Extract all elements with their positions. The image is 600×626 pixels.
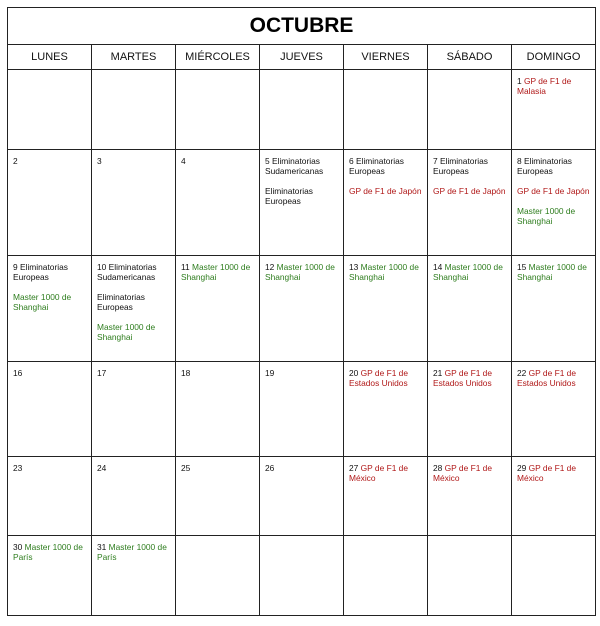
day-number: 15 (517, 262, 527, 272)
event-label: GP de F1 de México (349, 463, 408, 483)
event-spacer (517, 96, 591, 106)
day-number: 19 (265, 368, 275, 378)
event-label: GP de F1 de Estados Unidos (433, 368, 492, 388)
day-number: 30 (13, 542, 23, 552)
weekday-header: SÁBADO (428, 45, 512, 70)
day-cell[interactable] (260, 457, 344, 536)
day-cell[interactable] (8, 256, 92, 362)
event-spacer (433, 282, 507, 292)
week-row (8, 150, 596, 256)
event-spacer (97, 562, 171, 572)
day-cell[interactable] (176, 70, 260, 150)
day-number: 21 (433, 368, 443, 378)
day-number: 27 (349, 463, 359, 473)
event-label: Master 1000 de Shanghai (517, 206, 576, 226)
day-cell[interactable] (512, 70, 596, 150)
weekday-header: LUNES (8, 45, 92, 70)
day-cell[interactable] (8, 536, 92, 616)
weekday-header: JUEVES (260, 45, 344, 70)
event-label: Eliminatorias Europeas (349, 156, 404, 176)
day-number: 1 (517, 76, 522, 86)
event-label: Master 1000 de Shanghai (433, 262, 503, 282)
day-number: 29 (517, 463, 527, 473)
day-cell[interactable] (428, 457, 512, 536)
day-number: 31 (97, 542, 107, 552)
day-cell[interactable] (92, 536, 176, 616)
day-cell[interactable] (260, 256, 344, 362)
week-row (8, 457, 596, 536)
day-cell[interactable] (176, 362, 260, 457)
day-number: 20 (349, 368, 359, 378)
weekday-header-row (8, 45, 596, 70)
event-spacer (517, 388, 591, 398)
day-number: 24 (97, 463, 107, 473)
event-spacer (265, 176, 339, 186)
event-label: Master 1000 de Shanghai (13, 292, 72, 312)
event-label: Master 1000 de Shanghai (349, 262, 419, 282)
day-number: 10 (97, 262, 107, 272)
day-cell[interactable] (8, 150, 92, 256)
event-spacer (265, 282, 339, 292)
event-label: Master 1000 de Shanghai (265, 262, 335, 282)
week-row (8, 256, 596, 362)
day-number: 22 (517, 368, 527, 378)
event-label: GP de F1 de Japón (433, 186, 506, 196)
day-cell[interactable] (176, 536, 260, 616)
event-label: GP de F1 de Malasia (517, 76, 572, 96)
day-number: 3 (97, 156, 102, 166)
day-cell[interactable] (512, 362, 596, 457)
day-cell[interactable] (260, 150, 344, 256)
weekday-header: DOMINGO (512, 45, 596, 70)
day-number: 8 (517, 156, 522, 166)
day-number: 11 (181, 262, 190, 272)
event-label: Eliminatorias Sudamericanas (265, 156, 324, 176)
day-cell[interactable] (8, 70, 92, 150)
event-spacer (349, 483, 423, 493)
day-cell[interactable] (92, 70, 176, 150)
day-number: 23 (13, 463, 23, 473)
event-spacer (517, 176, 591, 186)
event-label: Master 1000 de Shanghai (181, 262, 251, 282)
day-cell[interactable] (92, 457, 176, 536)
day-cell[interactable] (428, 362, 512, 457)
day-cell[interactable] (428, 70, 512, 150)
event-spacer (349, 282, 423, 292)
day-cell[interactable] (260, 362, 344, 457)
event-label: Master 1000 de Shanghai (97, 322, 156, 342)
week-row (8, 536, 596, 616)
day-number: 12 (265, 262, 275, 272)
day-cell[interactable] (92, 256, 176, 362)
day-number: 14 (433, 262, 443, 272)
weekday-header: MARTES (92, 45, 176, 70)
event-label: Eliminatorias Europeas (265, 186, 313, 206)
day-cell[interactable] (344, 457, 428, 536)
day-cell[interactable] (428, 256, 512, 362)
event-spacer (433, 388, 507, 398)
day-cell[interactable] (512, 150, 596, 256)
day-cell[interactable] (428, 150, 512, 256)
calendar-table (7, 7, 596, 616)
event-spacer (13, 282, 87, 292)
day-number: 5 (265, 156, 270, 166)
day-number: 2 (13, 156, 18, 166)
event-label: Eliminatorias Europeas (517, 156, 572, 176)
day-cell[interactable] (260, 536, 344, 616)
event-spacer (517, 282, 591, 292)
day-cell[interactable] (344, 256, 428, 362)
event-spacer (97, 282, 171, 292)
event-label: Master 1000 de París (13, 542, 83, 562)
event-spacer (349, 176, 423, 186)
day-number: 13 (349, 262, 359, 272)
week-row (8, 362, 596, 457)
calendar-body (8, 70, 596, 616)
day-cell[interactable] (512, 256, 596, 362)
day-cell[interactable] (512, 457, 596, 536)
day-cell[interactable] (344, 150, 428, 256)
day-number: 26 (265, 463, 275, 473)
day-cell[interactable] (428, 536, 512, 616)
event-label: GP de F1 de Estados Unidos (349, 368, 408, 388)
day-cell[interactable] (8, 362, 92, 457)
day-cell[interactable] (512, 536, 596, 616)
day-cell[interactable] (8, 457, 92, 536)
event-label: GP de F1 de Japón (349, 186, 422, 196)
day-cell[interactable] (344, 70, 428, 150)
day-cell[interactable] (92, 150, 176, 256)
day-number: 9 (13, 262, 18, 272)
event-spacer (181, 282, 255, 292)
event-label: Master 1000 de Shanghai (517, 262, 587, 282)
event-label: GP de F1 de Estados Unidos (517, 368, 576, 388)
day-number: 18 (181, 368, 191, 378)
event-spacer (517, 483, 591, 493)
day-number: 25 (181, 463, 191, 473)
event-label: GP de F1 de México (517, 463, 576, 483)
day-cell[interactable] (344, 362, 428, 457)
day-number: 6 (349, 156, 354, 166)
day-number: 4 (181, 156, 186, 166)
day-cell[interactable] (176, 150, 260, 256)
day-cell[interactable] (260, 70, 344, 150)
weekday-header: VIERNES (344, 45, 428, 70)
event-spacer (433, 176, 507, 186)
day-cell[interactable] (176, 256, 260, 362)
event-label: GP de F1 de México (433, 463, 492, 483)
event-label: Eliminatorias Europeas (97, 292, 145, 312)
day-cell[interactable] (176, 457, 260, 536)
event-label: Eliminatorias Europeas (433, 156, 488, 176)
event-spacer (349, 388, 423, 398)
event-label: GP de F1 de Japón (517, 186, 590, 196)
day-number: 17 (97, 368, 107, 378)
day-cell[interactable] (344, 536, 428, 616)
event-label: Eliminatorias Sudamericanas (97, 262, 157, 282)
day-cell[interactable] (92, 362, 176, 457)
weekday-header: MIÉRCOLES (176, 45, 260, 70)
event-spacer (433, 483, 507, 493)
week-row (8, 70, 596, 150)
day-number: 28 (433, 463, 443, 473)
day-number: 7 (433, 156, 438, 166)
event-label: Master 1000 de París (97, 542, 167, 562)
day-number: 16 (13, 368, 23, 378)
event-label: Eliminatorias Europeas (13, 262, 68, 282)
event-spacer (13, 562, 87, 572)
calendar-title: OCTUBRE (8, 8, 596, 45)
